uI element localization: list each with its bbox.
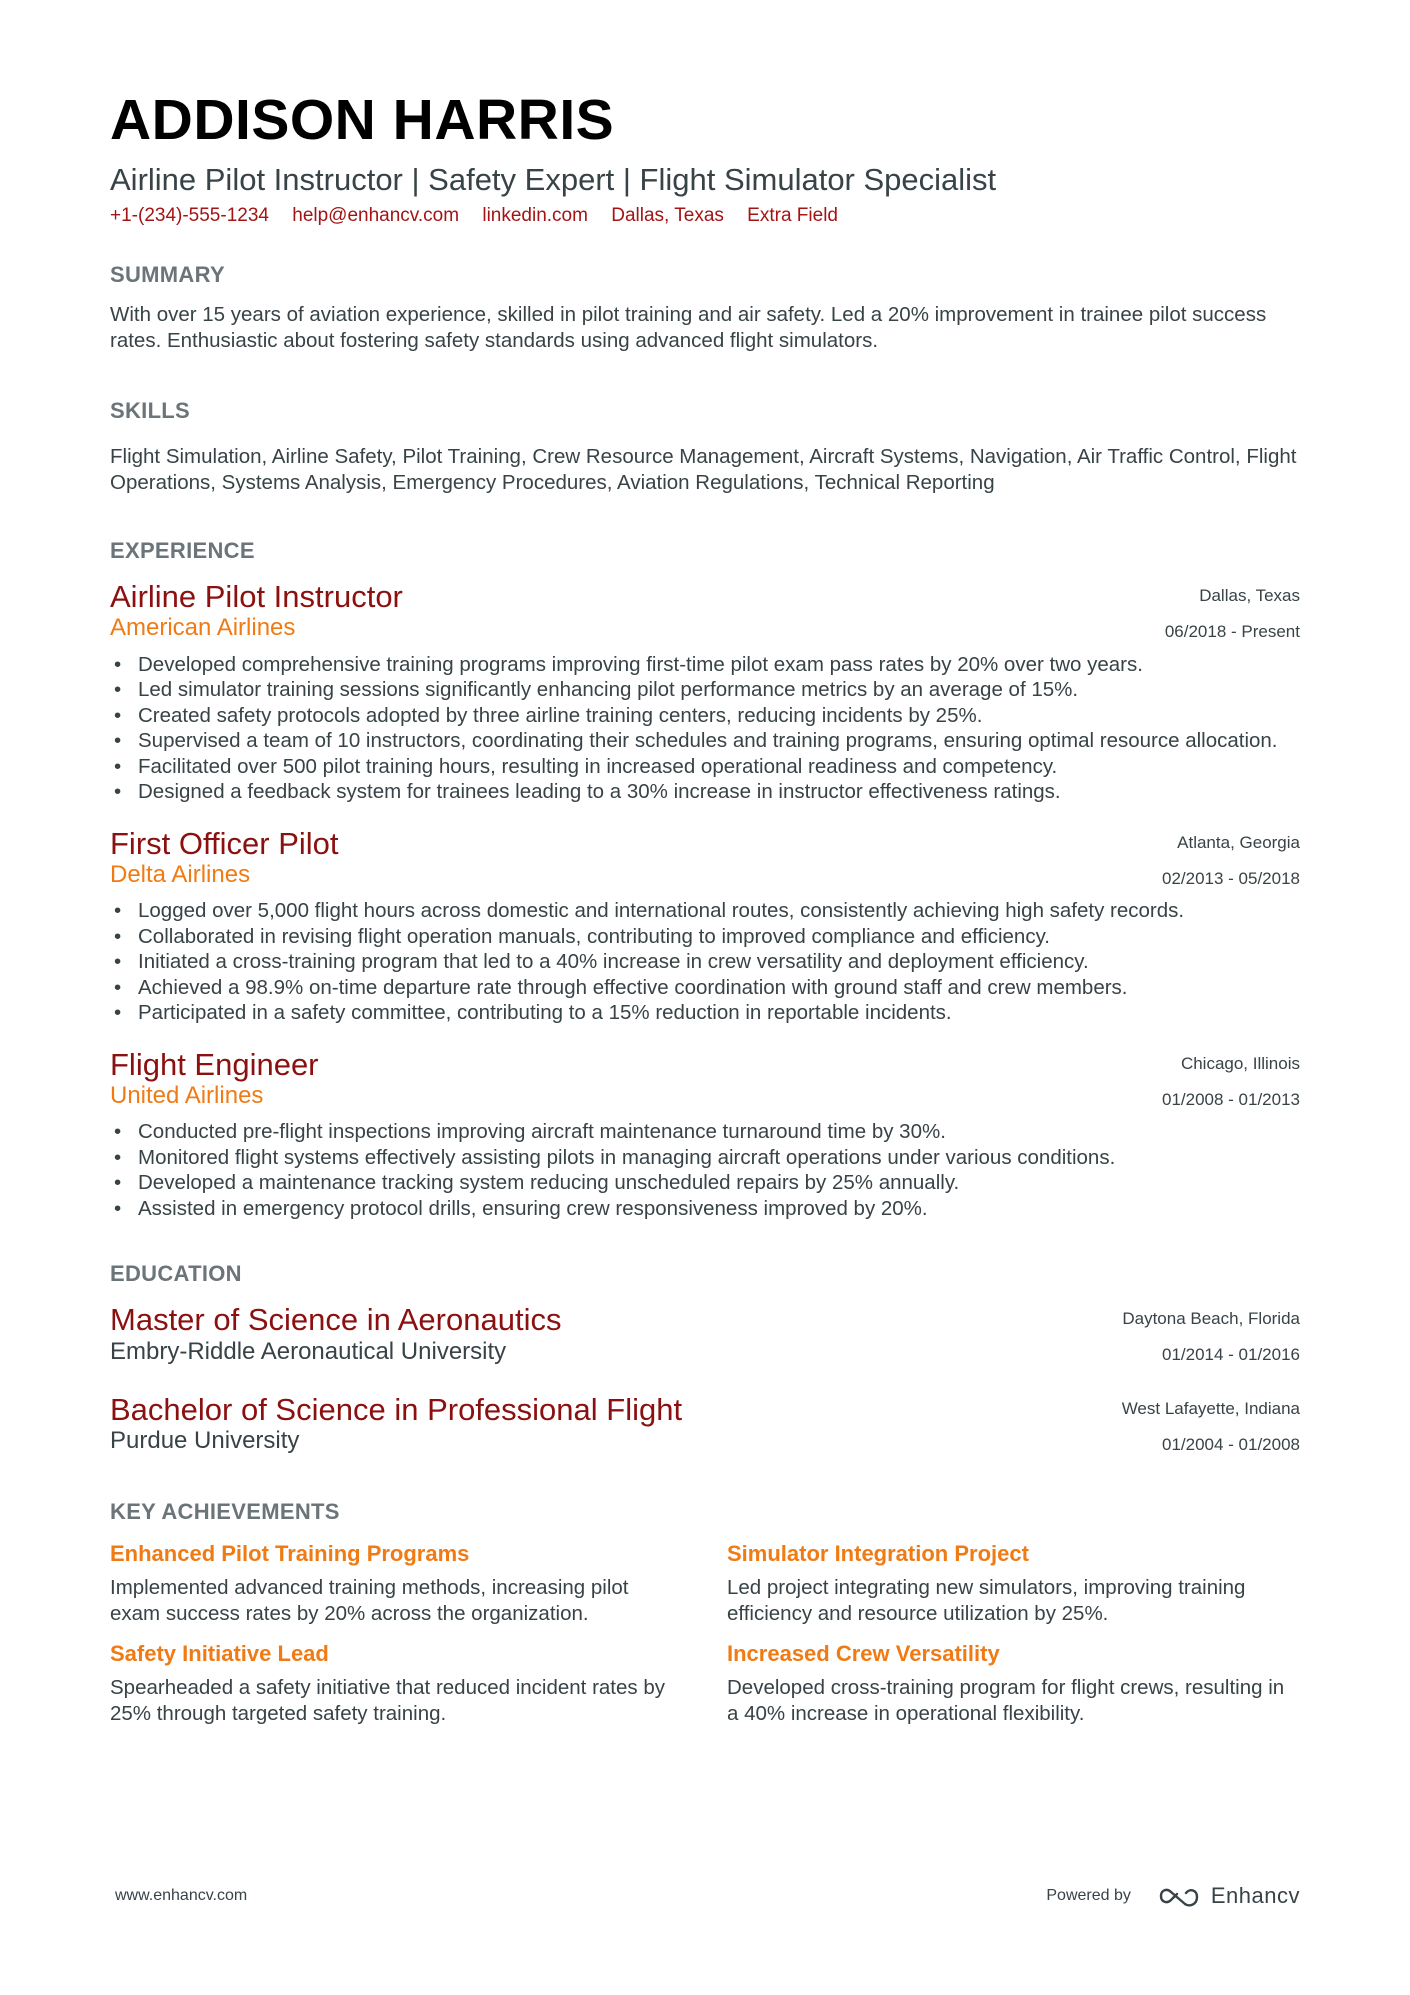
- page-footer: [115, 1883, 1300, 1913]
- summary-section: [110, 262, 1300, 354]
- education-dates: 01/2014 - 01/2016: [1161, 1345, 1300, 1365]
- job-dates: 01/2008 - 01/2013: [1161, 1089, 1300, 1109]
- education-location: Daytona Beach, Florida: [1122, 1309, 1300, 1329]
- education-meta: [1122, 1391, 1300, 1463]
- job-title: Flight Engineer: [110, 1046, 319, 1082]
- job-location: Atlanta, Georgia: [1177, 832, 1300, 852]
- job-entry: [110, 578, 1300, 805]
- job-title: Airline Pilot Instructor: [110, 579, 403, 615]
- job-title: First Officer Pilot: [110, 825, 339, 861]
- achievement-title: Enhanced Pilot Training Programs: [110, 1540, 470, 1566]
- skills-heading: SKILLS: [110, 398, 191, 424]
- job-bullet: • Conducted pre-flight inspections improving aircraft maintenance turnaround time by 30%.: [110, 1119, 1300, 1145]
- job-bullet: • Assisted in emergency protocol drills, ensuring crew responsiveness improved by 20%.: [110, 1196, 1300, 1222]
- candidate-name: ADDISON HARRIS: [110, 88, 615, 152]
- achievements-heading: KEY ACHIEVEMENTS: [110, 1498, 340, 1524]
- experience-heading: EXPERIENCE: [110, 538, 255, 564]
- job-bullet: • Participated in a safety committee, contributing to a 15% reduction in reportable incidents.: [110, 1000, 1300, 1026]
- job-dates: 06/2018 - Present: [1164, 622, 1300, 642]
- education-school: Embry-Riddle Aeronautical University: [110, 1337, 507, 1365]
- job-bullet: • Initiated a cross-training program that led to a 40% increase in crew versatility and deployment efficiency.: [110, 949, 1300, 975]
- candidate-title: Airline Pilot Instructor | Safety Expert | Flight Simulator Specialist: [110, 162, 997, 197]
- job-location: Chicago, Illinois: [1180, 1053, 1300, 1073]
- achievement-desc: Spearheaded a safety initiative that reduced incident rates by 25% through targeted safety training.: [110, 1676, 665, 1726]
- job-bullet: • Collaborated in revising flight operation manuals, contributing to improved compliance and efficiency.: [110, 924, 1300, 950]
- contact-location: Dallas, Texas: [611, 205, 724, 227]
- skills-section: [110, 398, 1300, 496]
- achievements-grid: [110, 1541, 1300, 1728]
- job-entry: [110, 1046, 1300, 1222]
- contact-phone[interactable]: +1-(234)-555-1234: [110, 205, 269, 227]
- achievement-desc: Developed cross-training program for flight crews, resulting in a 40% increase in operational flexibility.: [727, 1676, 1285, 1726]
- education-heading: EDUCATION: [110, 1261, 242, 1287]
- contact-email[interactable]: help@enhancv.com: [292, 205, 460, 227]
- job-location: Dallas, Texas: [1199, 586, 1300, 606]
- achievements-section: [110, 1499, 1300, 1728]
- achievement-item: [727, 1541, 1300, 1627]
- job-bullets: [110, 898, 1300, 1026]
- education-dates: 01/2004 - 01/2008: [1161, 1435, 1300, 1455]
- job-company: United Airlines: [110, 1082, 264, 1110]
- job-bullet: • Achieved a 98.9% on-time departure rate through effective coordination with ground staff and crew members.: [110, 975, 1300, 1001]
- powered-by-label: Powered by: [1046, 1887, 1131, 1904]
- job-bullet: • Logged over 5,000 flight hours across domestic and international routes, consistently achieving high safety records.: [110, 898, 1300, 924]
- job-bullet: • Developed comprehensive training programs improving first-time pilot exam pass rates by 20% over two years.: [110, 652, 1300, 678]
- job-bullet: • Developed a maintenance tracking system reducing unscheduled repairs by 25% annually.: [110, 1170, 1300, 1196]
- job-company: Delta Airlines: [110, 860, 251, 888]
- brand-name: Enhancv: [1210, 1883, 1300, 1908]
- footer-website[interactable]: www.enhancv.com: [115, 1887, 248, 1904]
- contact-line: [110, 205, 1300, 227]
- job-bullet: • Designed a feedback system for trainees leading to a 30% increase in instructor effectiveness ratings.: [110, 779, 1300, 805]
- education-degree: Master of Science in Aeronautics: [110, 1302, 562, 1338]
- footer-branding: [1046, 1883, 1300, 1909]
- enhancv-logo-icon: [1157, 1884, 1203, 1908]
- achievement-desc: Implemented advanced training methods, increasing pilot exam success rates by 20% across the organization.: [110, 1576, 629, 1626]
- education-degree: Bachelor of Science in Professional Flight: [110, 1392, 683, 1428]
- education-school: Purdue University: [110, 1427, 300, 1455]
- education-section: [110, 1261, 1300, 1454]
- job-bullet: • Created safety protocols adopted by three airline training centers, reducing incidents by 25%.: [110, 703, 1300, 729]
- education-entry: [110, 1391, 1300, 1455]
- job-bullet: • Monitored flight systems effectively assisting pilots in managing aircraft operations under various conditions.: [110, 1145, 1300, 1171]
- achievement-item: [110, 1541, 683, 1627]
- achievement-title: Simulator Integration Project: [727, 1540, 1029, 1566]
- job-meta: [1165, 578, 1300, 650]
- job-bullet: • Facilitated over 500 pilot training hours, resulting in increased operational readiness and competency.: [110, 754, 1300, 780]
- education-entry: [110, 1301, 1300, 1365]
- summary-text: With over 15 years of aviation experience, skilled in pilot training and air safety. Led a 20% improvement in trainee pilot success rates. Enthusiastic about fostering safety standards using advanced flight simulators.: [110, 303, 1267, 353]
- job-bullet: • Led simulator training sessions significantly enhancing pilot performance metrics by an average of 15%.: [110, 677, 1300, 703]
- education-meta: [1122, 1301, 1300, 1373]
- job-meta: [1162, 1046, 1300, 1118]
- summary-heading: SUMMARY: [110, 262, 225, 288]
- job-bullets: [110, 652, 1300, 805]
- job-company: American Airlines: [110, 614, 296, 642]
- achievement-title: Increased Crew Versatility: [727, 1641, 1000, 1667]
- job-dates: 02/2013 - 05/2018: [1161, 868, 1300, 888]
- experience-section: [110, 538, 1300, 1221]
- job-bullet: • Supervised a team of 10 instructors, coordinating their schedules and training programs, ensuring optimal resource allocation.: [110, 728, 1300, 754]
- job-bullets: [110, 1119, 1300, 1221]
- achievement-item: [727, 1641, 1300, 1727]
- achievement-desc: Led project integrating new simulators, improving training efficiency and resource utilization by 25%.: [727, 1576, 1246, 1626]
- achievement-title: Safety Initiative Lead: [110, 1641, 329, 1667]
- job-meta: [1162, 825, 1300, 897]
- job-entry: [110, 825, 1300, 1026]
- achievement-item: [110, 1641, 683, 1727]
- education-location: West Lafayette, Indiana: [1121, 1399, 1300, 1419]
- contact-extra: Extra Field: [747, 205, 838, 227]
- skills-text: Flight Simulation, Airline Safety, Pilot Training, Crew Resource Management, Aircraft Systems, Navigation, Air Traffic Control, Flight Operations, Systems Analysis, Emergency Procedures, Aviation Regulations, Technical Reporting: [110, 445, 1297, 495]
- contact-linkedin[interactable]: linkedin.com: [482, 205, 588, 227]
